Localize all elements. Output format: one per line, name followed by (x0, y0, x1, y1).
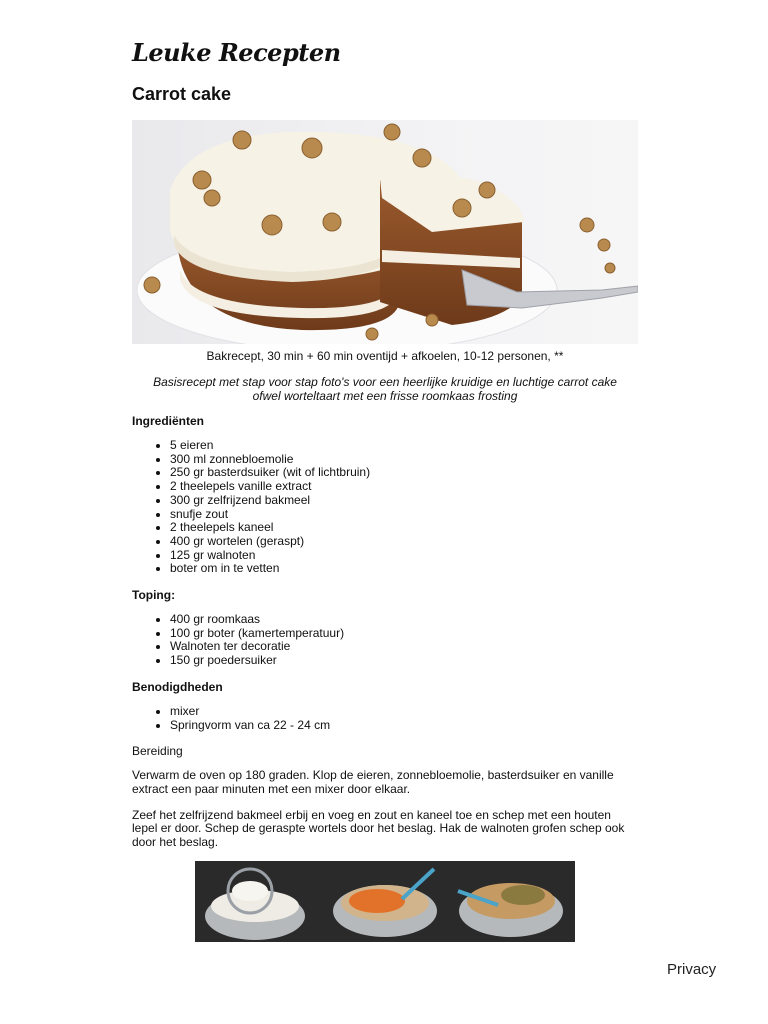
step-photo-grated-carrots (322, 861, 449, 942)
preparation-step-2: Zeef het zelfrijzend bakmeel erbij en voeg en zout en kaneel toe en schep met een houten lepel er door. Schep de geraspte wortels door het beslag. Hak de walnoten grofen schep ook door het beslag. (132, 807, 625, 850)
topping-heading: Toping: (132, 588, 176, 603)
list-item: • 125 gr walnoten (170, 549, 638, 563)
list-item: • Walnoten ter decoratie (170, 640, 638, 654)
recipe-intro-line-2: ofwel worteltaart met een frisse roomkaas frosting (252, 389, 518, 403)
equipment-heading: Benodigdheden (132, 679, 223, 694)
list-item: • 300 gr zelfrijzend bakmeel (170, 494, 638, 508)
recipe-content (132, 414, 638, 862)
list-item: • 250 gr basterdsuiker (wit of lichtbruin) (170, 466, 638, 480)
preparation-step-1: Verwarm de oven op 180 graden. Klop de eieren, zonnebloemolie, basterdsuiker en vanille extract een paar minuten met een mixer door elkaar. (132, 768, 614, 796)
list-item: • 400 gr wortelen (geraspt) (170, 535, 638, 549)
topping-list (132, 613, 638, 668)
ingredients-heading: Ingrediënten (132, 414, 205, 428)
recipe-intro (132, 375, 638, 403)
preparation-steps-photo (195, 861, 575, 942)
ingredients-list (132, 439, 638, 576)
list-item: • 2 theelepels kaneel (170, 521, 638, 535)
step-photo-walnuts-in-batter (448, 861, 575, 942)
site-logo[interactable]: Leuke Recepten (132, 38, 341, 67)
hero-image-carrot-cake (132, 120, 638, 344)
list-item: • 400 gr roomkaas (170, 613, 638, 627)
list-item: • 5 eieren (170, 439, 638, 453)
list-item: • Springvorm van ca 22 - 24 cm (170, 719, 638, 733)
list-item: • 100 gr boter (kamertemperatuur) (170, 627, 638, 641)
list-item: • boter om in te vetten (170, 562, 638, 576)
list-item: • mixer (170, 705, 638, 719)
recipe-meta: Bakrecept, 30 min + 60 min oventijd + afkoelen, 10-12 personen, ** (206, 349, 564, 363)
preparation-heading: Bereiding (132, 744, 183, 759)
carrot-cake-illustration (132, 120, 638, 344)
privacy-link[interactable]: Privacy (667, 961, 717, 978)
list-item: • 300 ml zonnebloemolie (170, 453, 638, 467)
list-item: • snufje zout (170, 508, 638, 522)
recipe-intro-line-1: Basisrecept met stap voor stap foto's voor een heerlijke kruidige en luchtige carrot cake (153, 375, 617, 389)
page-title: Carrot cake (132, 84, 232, 104)
step-photo-sifting-flour (195, 861, 322, 942)
list-item: • 150 gr poedersuiker (170, 654, 638, 668)
equipment-list (132, 705, 638, 732)
list-item: • 2 theelepels vanille extract (170, 480, 638, 494)
